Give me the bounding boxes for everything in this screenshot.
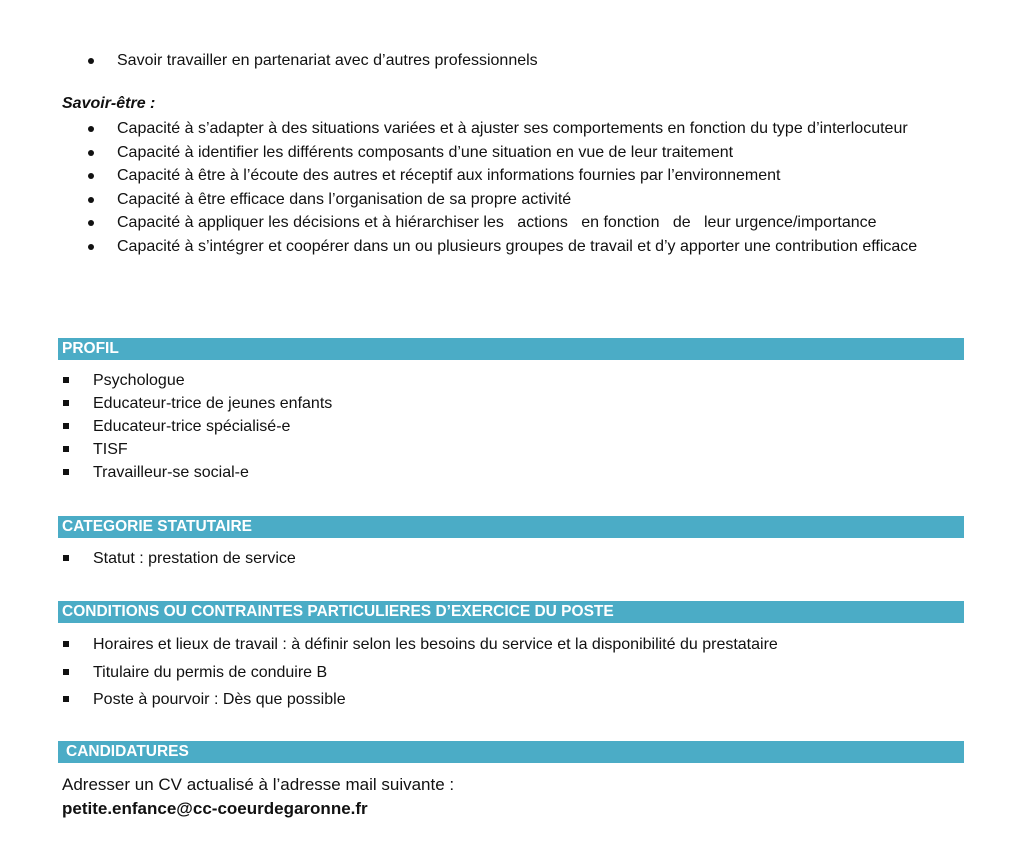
list-item-text: Capacité à s’adapter à des situations variées et à ajuster ses comportements en fonction du type d’interlocuteur bbox=[117, 120, 908, 137]
list-item bbox=[62, 461, 962, 484]
bullet-dot-icon bbox=[88, 58, 94, 64]
bullet-square-icon bbox=[63, 423, 69, 429]
list-item-text: Capacité à être à l’écoute des autres et réceptif aux informations fournies par l’environnement bbox=[117, 167, 781, 184]
list-item bbox=[86, 141, 956, 165]
conditions-list bbox=[62, 631, 962, 714]
savoir-etre-list bbox=[86, 117, 956, 258]
list-item bbox=[86, 49, 956, 73]
bullet-square-icon bbox=[63, 669, 69, 675]
list-item bbox=[62, 392, 962, 415]
list-item bbox=[86, 164, 956, 188]
list-item-text: Capacité à être efficace dans l’organisation de sa propre activité bbox=[117, 190, 572, 208]
bullet-dot-icon bbox=[88, 220, 94, 226]
list-item bbox=[62, 369, 962, 392]
list-item bbox=[62, 415, 962, 438]
list-item bbox=[62, 659, 962, 687]
list-item-text: Savoir travailler en partenariat avec d’autres professionnels bbox=[117, 52, 538, 69]
list-item-text: Titulaire du permis de conduire B bbox=[93, 663, 328, 681]
savoir-etre-heading: Savoir-être : bbox=[62, 95, 156, 112]
candidature-instructions: Adresser un CV actualisé à l’adresse mail suivante : bbox=[62, 775, 455, 794]
list-item bbox=[62, 631, 962, 659]
bullet-dot-icon bbox=[88, 126, 94, 132]
list-item-text: Poste à pourvoir : Dès que possible bbox=[93, 691, 346, 708]
list-item-text: Horaires et lieux de travail : à définir selon les besoins du service et la disponibilité du prestataire bbox=[93, 636, 778, 653]
list-item-text: Psychologue bbox=[93, 372, 185, 389]
list-item bbox=[86, 117, 956, 141]
bullet-square-icon bbox=[63, 555, 69, 561]
list-item-text: Statut : prestation de service bbox=[93, 550, 296, 567]
list-item bbox=[62, 547, 962, 570]
bullet-square-icon bbox=[63, 641, 69, 647]
profil-list bbox=[62, 369, 962, 484]
list-item-text: Travailleur-se social-e bbox=[93, 464, 249, 481]
list-item bbox=[62, 686, 962, 714]
list-item-text: Capacité à s’intégrer et coopérer dans un ou plusieurs groupes de travail et d’y apporter une contribution efficace bbox=[117, 237, 918, 255]
list-item-text: TISF bbox=[93, 441, 128, 458]
categorie-list bbox=[62, 547, 962, 570]
section-header-conditions: CONDITIONS OU CONTRAINTES PARTICULIERES D’EXERCICE DU POSTE bbox=[58, 601, 964, 623]
bullet-dot-icon bbox=[88, 244, 94, 250]
list-item-text: Educateur-trice de jeunes enfants bbox=[93, 395, 333, 412]
bullet-dot-icon bbox=[88, 150, 94, 156]
list-item bbox=[62, 438, 962, 461]
section-header-candidatures: CANDIDATURES bbox=[58, 741, 964, 763]
list-item-text: Capacité à identifier les différents composants d’une situation en vue de leur traitement bbox=[117, 143, 734, 161]
bullet-square-icon bbox=[63, 377, 69, 383]
list-item-text: Educateur-trice spécialisé-e bbox=[93, 418, 291, 435]
bullet-square-icon bbox=[63, 696, 69, 702]
bullet-dot-icon bbox=[88, 197, 94, 203]
section-header-profil: PROFIL bbox=[58, 338, 964, 360]
list-item bbox=[86, 211, 956, 235]
bullet-dot-icon bbox=[88, 173, 94, 179]
bullet-square-icon bbox=[63, 469, 69, 475]
list-item-text: Capacité à appliquer les décisions et à hiérarchiser les actions en fonction de leur urgence/importance bbox=[117, 214, 877, 231]
section-header-categorie: CATEGORIE STATUTAIRE bbox=[58, 516, 964, 538]
contact-email: petite.enfance@cc-coeurdegaronne.fr bbox=[62, 799, 368, 818]
list-item bbox=[86, 235, 956, 259]
bullet-square-icon bbox=[63, 400, 69, 406]
intro-list bbox=[86, 49, 956, 73]
list-item bbox=[86, 188, 956, 212]
bullet-square-icon bbox=[63, 446, 69, 452]
